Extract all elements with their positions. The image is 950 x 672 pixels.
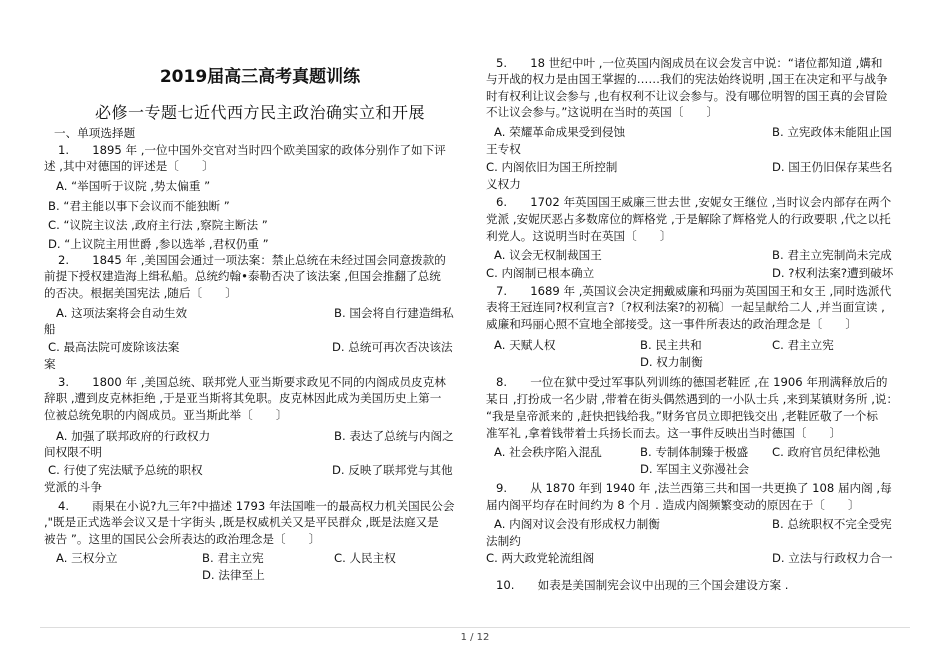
right-text-line: B. 君主立宪制尚未完成 [772, 248, 892, 262]
right-text-line: 与开战的权力是由国王掌握的……我们的宪法始终说明 ,国王在决定和平与战争 [486, 72, 888, 86]
left-text-line: 党派的斗争 [44, 480, 102, 494]
left-text-line: B. 君主立宪 [202, 551, 264, 565]
right-text-line: 5. 18 世纪中叶 ,一位英国内阁成员在议会发言中说：“诸位都知道 ,媾和 [496, 56, 883, 70]
left-text-line: 2. 1845 年 ,美国国会通过一项法案：禁止总统在未经过国会同意拨款的 [58, 253, 446, 267]
right-text-line: D. 立法与行政权力合一 [772, 551, 893, 565]
document-title: 2019届高三高考真题训练 [159, 67, 361, 87]
right-text-line: 6. 1702 年英国国王威廉三世去世 ,安妮女王继位 ,当时议会内部存在两个 [496, 195, 892, 209]
right-text-line: C. 内阁制已根本确立 [486, 266, 595, 280]
right-text-line: 表将王冠连同?权利宣言?〔?权利法案?的初稿〕一起呈献给二人 ,并当面宣读 , [486, 300, 885, 314]
left-text-line: D. 法律至上 [202, 568, 265, 582]
right-text-line: “我是皇帝派来的 ,赶快把钱给我。”财务官员立即把钱交出 ,老鞋匠敬了一个标 [486, 409, 878, 423]
left-text-line: D. 总统可再次否决该法 [332, 340, 453, 354]
right-text-line: 7. 1689 年 ,英国议会决定拥戴威廉和玛丽为英国国王和女王 ,同时选派代 [496, 284, 892, 298]
left-text-line: A. 加强了联邦政府的行政权力 [56, 429, 211, 443]
right-text-line: C. 政府官员纪律松弛 [772, 445, 881, 459]
right-text-line: A. 内阁对议会没有形成权力制衡 [494, 517, 660, 531]
left-text-line: B. 表达了总统与内阁之 [334, 429, 454, 443]
right-text-line: D. 国王仍旧保存某些名 [772, 160, 893, 174]
right-text-line: D. 军国主义弥漫社会 [640, 462, 750, 476]
right-text-line: 义权力 [486, 177, 521, 191]
right-text-line: B. 立宪政体未能阻止国 [772, 125, 892, 139]
right-text-line: 法制约 [486, 534, 521, 548]
left-text-line: 3. 1800 年 ,美国总统、联邦党人亚当斯要求政见不同的内阁成员皮克林 [58, 375, 446, 389]
left-text-line: B. 国会将自行建造缉私 [334, 306, 454, 320]
left-text-line: 的否决。根据美国宪法 ,随后〔 〕 [44, 286, 237, 300]
left-text-line: C. 最高法院可废除该法案 [48, 340, 180, 354]
section-heading: 一、单项选择题 [54, 126, 136, 140]
right-text-line: 不让议会参与。”这说明在当时的英国〔 〕 [486, 105, 719, 119]
left-text-line: 被告 ”。这里的国民公会所表达的政治理念是〔 〕 [44, 532, 321, 546]
right-text-line: B. 总统职权不完全受宪 [772, 517, 892, 531]
right-text-line: B. 民主共和 [640, 338, 702, 352]
left-text-line: 船 [44, 322, 56, 336]
left-text-line: 述 ,其中对德国的评述是〔 〕 [44, 159, 214, 173]
right-text-line: 9. 从 1870 年到 1940 年 ,法兰西第三共和国一共更换了 108 届内阁 ,每 [496, 481, 892, 495]
left-text-line: 案 [44, 357, 56, 371]
left-text-line: C. “议院主议法 ,政府主行法 ,察院主断法 ” [48, 218, 268, 232]
left-text-line: 前提下授权建造海上缉私船。总统约翰•泰勒否决了该法案 ,但国会推翻了总统 [44, 269, 441, 283]
right-text-line: 王专权 [486, 142, 521, 156]
page-number: 1 / 12 [460, 632, 490, 643]
left-text-line: 4. 雨果在小说?九三年?中描述 1793 年法国唯一的最高权力机关国民公会 [58, 499, 455, 513]
right-text-line: D. 权力制衡 [640, 355, 703, 369]
left-text-line: A. 这项法案将会自动生效 [56, 306, 188, 320]
right-text-line: 威廉和玛丽心照不宣地全部接受。这一事件所表达的政治理念是〔 〕 [486, 317, 858, 331]
left-text-line: B. “君主能以事下会议而不能独断 ” [48, 199, 230, 213]
left-text-line: 1. 1895 年 ,一位中国外交官对当时四个欧美国家的政体分别作了如下评 [58, 143, 446, 157]
right-text-line: D. ?权利法案?遭到破坏 [772, 266, 894, 280]
right-text-line: 届内阁平均存在时间约为 8 个月 . 造成内阁频繁变动的原因在于〔 〕 [486, 498, 860, 512]
right-text-line: C. 内阁依旧为国王所控制 [486, 160, 618, 174]
right-text-line: B. 专制体制臻于极盛 [640, 445, 749, 459]
right-text-line: A. 天赋人权 [494, 338, 556, 352]
document-subtitle: 必修一专题七近代西方民主政治确实立和开展 [94, 103, 425, 122]
right-text-line: A. 社会秩序陷入混乱 [494, 445, 602, 459]
left-text-line: D. 反映了联邦党与其他 [332, 463, 453, 477]
right-text-line: 党派 ,安妮厌恶占多数席位的辉格党 ,于是解除了辉格党人的行政要职 ,代之以托 [486, 212, 891, 226]
right-text-line: 利党人。这说明当时在英国〔 〕 [486, 229, 672, 243]
right-text-line: A. 议会无权制裁国王 [494, 248, 602, 262]
left-text-line: C. 行使了宪法赋予总统的职权 [48, 463, 203, 477]
right-text-line: 8. 一位在狱中受过军事队列训练的德国老鞋匠 ,在 1906 年刑满释放后的 [496, 375, 888, 389]
right-text-line: 准军礼 ,拿着钱带着士兵扬长而去。这一事件反映出当时德国〔 〕 [486, 426, 842, 440]
right-text-line: 时有权利让议会参与 ,也有权利不让议会参与。没有哪位明智的国王真的会冒险 [486, 89, 888, 103]
right-text-line: C. 两大政党轮流组阁 [486, 551, 595, 565]
left-text-line: ,"既是正式选举会议又是十字街头 ,既是权威机关又是平民群众 ,既是法庭又是 [44, 515, 439, 529]
footer-divider [40, 627, 910, 628]
left-text-line: C. 人民主权 [334, 551, 396, 565]
right-text-line: 10. 如表是美国制宪会议中出现的三个国会建设方案 . [496, 578, 789, 592]
right-text-line: C. 君主立宪 [772, 338, 834, 352]
left-text-line: D. “上议院主用世爵 ,参以选举 ,君权仍重 ” [48, 237, 269, 251]
left-text-line: 辞职 ,遭到皮克林拒绝 ,于是亚当斯将其免职。皮克林因此成为美国历史上第一 [44, 391, 442, 405]
left-text-line: 位被总统免职的内阁成员。亚当斯此举〔 〕 [44, 408, 288, 422]
right-text-line: 某日 ,打扮成一名少尉 ,带着在街头偶然遇到的一小队士兵 ,来到某镇财务所 ,说： [486, 392, 899, 406]
right-text-line: A. 荣耀革命成果受到侵蚀 [494, 125, 626, 139]
left-text-line: A. “举国听于议院 ,势太偏重 ” [56, 179, 211, 193]
left-text-line: A. 三权分立 [56, 551, 118, 565]
left-text-line: 间权限不明 [44, 445, 102, 459]
